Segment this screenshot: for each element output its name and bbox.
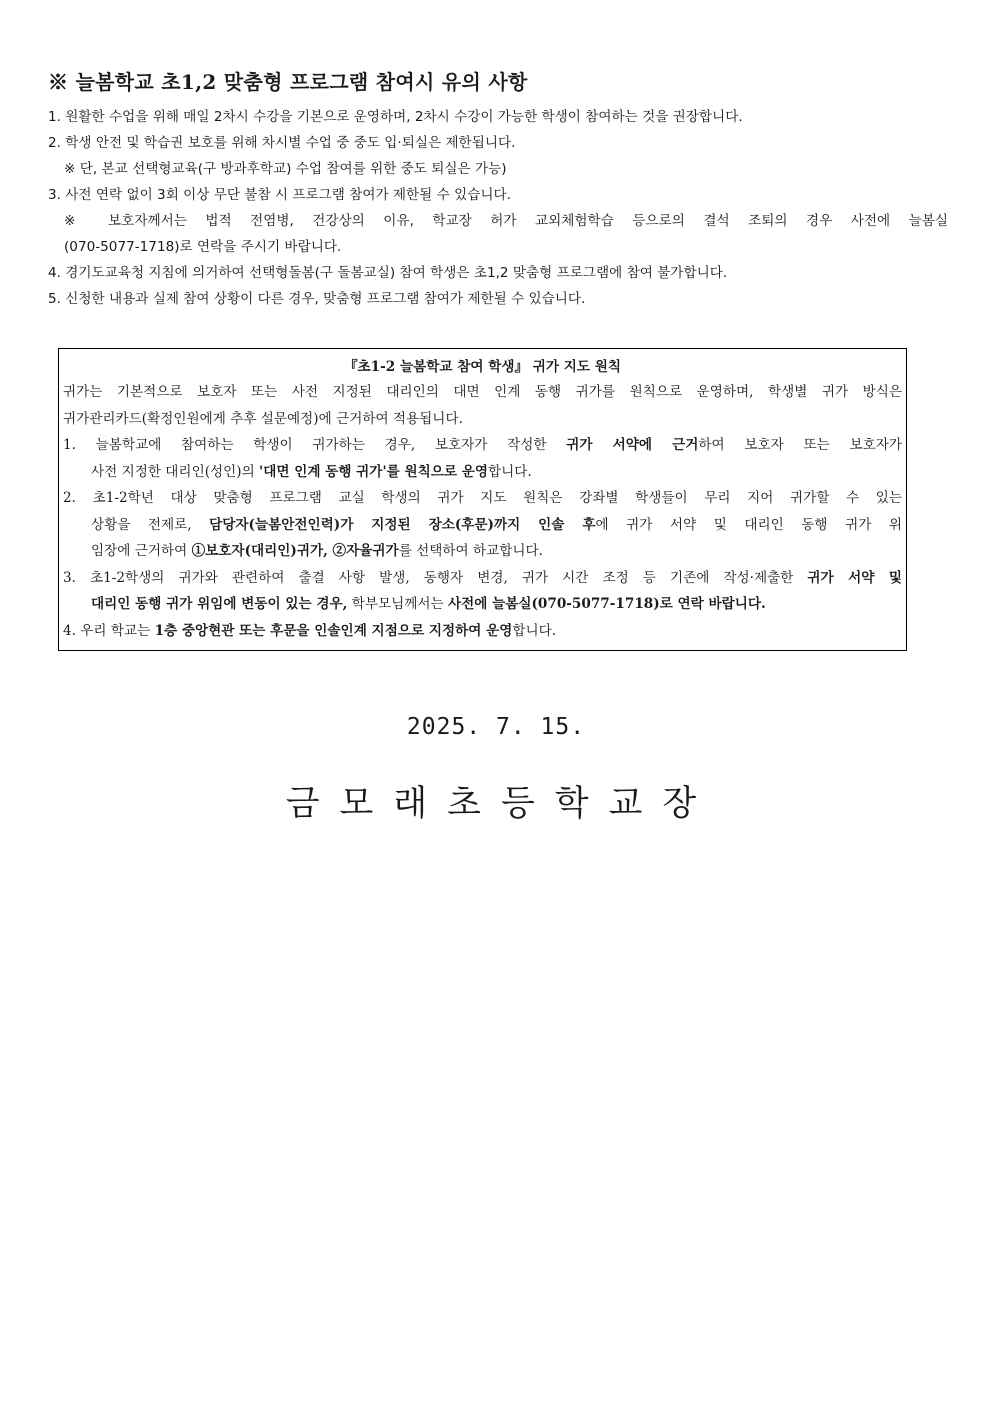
text: 3. 초1-2학생의 귀가와 관련하여 출결 사항 발생, 동행자 변경, 귀가 시간 조정 등 기존에 작성·제출한	[63, 569, 808, 586]
text: 에 귀가 서약 및 대리인 동행 귀가 위	[595, 516, 902, 533]
emphasis: 담당자(늘봄안전인력)가 지정된 장소(후문)까지 인솔 후	[209, 516, 596, 533]
caution-list	[48, 104, 948, 312]
box-item-1-line-1	[63, 432, 902, 459]
text: 합니다.	[488, 463, 532, 480]
text: 합니다.	[512, 622, 557, 639]
box-item-1-line-2	[63, 459, 902, 486]
text: 1. 늘봄학교에 참여하는 학생이 귀가하는 경우, 보호자가 작성한	[63, 437, 567, 453]
text: 임장에 근거하여	[91, 543, 192, 559]
box-item-3-line-2	[63, 591, 902, 618]
text: 학부모님께서는	[347, 596, 448, 612]
emphasis: 사전에 늘봄실(070-5077-1718)로 연락 바랍니다.	[447, 596, 766, 612]
box-item-4	[63, 618, 902, 645]
box-item-2-line-3	[63, 538, 902, 565]
box-item-2-line-1: 2. 초1-2학년 대상 맞춤형 프로그램 교실 학생의 귀가 지도 원칙은 강좌별 학생들이 무리 지어 귀가할 수 있는	[63, 490, 902, 506]
principal-signature: 금모래초등학교장	[285, 784, 717, 824]
emphasis: 귀가 서약 및	[807, 569, 902, 586]
dismissal-guidance-box	[58, 348, 907, 651]
caution-item-2-note: ※ 단, 본교 선택형교육(구 방과후학교) 수업 참여를 위한 중도 퇴실은 가능)	[64, 161, 507, 177]
caution-item-3-note: ※ 보호자께서는 법적 전염병, 건강상의 이유, 학교장 허가 교외체험학습 등으로의 결석 조퇴의 경우 사전에 늘봄실	[64, 213, 948, 229]
caution-item-2: 2. 학생 안전 및 학습권 보호를 위해 차시별 수업 중 중도 입·퇴실은 제한됩니다.	[48, 135, 516, 151]
box-intro-line-1: 귀가는 기본적으로 보호자 또는 사전 지정된 대리인의 대면 인계 동행 귀가를 원칙으로 운영하며, 학생별 귀가 방식은	[63, 384, 902, 400]
emphasis: 귀가 서약에 근거	[566, 437, 699, 453]
text: 하여 보호자 또는 보호자가	[698, 437, 902, 453]
emphasis: '대면 인계 동행 귀가'를 원칙으로 운영	[259, 463, 488, 480]
box-intro-line-2: 귀가관리카드(확정인원에게 추후 설문예정)에 근거하여 적용됩니다.	[63, 410, 463, 427]
emphasis: 1층 중앙현관 또는 후문을 인솔인계 지점으로 지정하여 운영	[154, 622, 513, 639]
caution-item-3: 3. 사전 연락 없이 3회 이상 무단 불참 시 프로그램 참여가 제한될 수 있습니다.	[48, 187, 511, 203]
box-item-3-line-1	[63, 565, 902, 592]
caution-item-1: 1. 원활한 수업을 위해 매일 2차시 수강을 기본으로 운영하며, 2차시 수강이 가능한 학생이 참여하는 것을 권장합니다.	[48, 109, 743, 125]
emphasis: ①보호자(대리인)귀가, ②자율귀가	[191, 543, 399, 559]
emphasis: 대리인 동행 귀가 위임에 변동이 있는 경우,	[91, 596, 348, 612]
caution-item-4: 4. 경기도교육청 지침에 의거하여 선택형돌봄(구 돌봄교실) 참여 학생은 초1,2 맞춤형 프로그램에 참여 불가합니다.	[48, 265, 728, 281]
caution-item-3-note-contact: (070-5077-1718)로 연락을 주시기 바랍니다.	[64, 239, 342, 255]
caution-item-5: 5. 신청한 내용과 실제 참여 상황이 다른 경우, 맞춤형 프로그램 참여가 제한될 수 있습니다.	[48, 291, 586, 307]
notice-heading: ※ 늘봄학교 초1,2 맞춤형 프로그램 참여시 유의 사항	[48, 70, 528, 94]
text: 를 선택하여 하교합니다.	[398, 543, 543, 559]
text: 4. 우리 학교는	[63, 622, 155, 639]
box-item-2-line-2	[63, 512, 902, 539]
text: 사전 지정한 대리인(성인)의	[91, 463, 260, 480]
issue-date: 2025. 7. 15.	[406, 714, 586, 740]
box-title: 『초1-2 늘봄학교 참여 학생』 귀가 지도 원칙	[343, 359, 622, 375]
text: 상황을 전제로,	[91, 516, 210, 533]
